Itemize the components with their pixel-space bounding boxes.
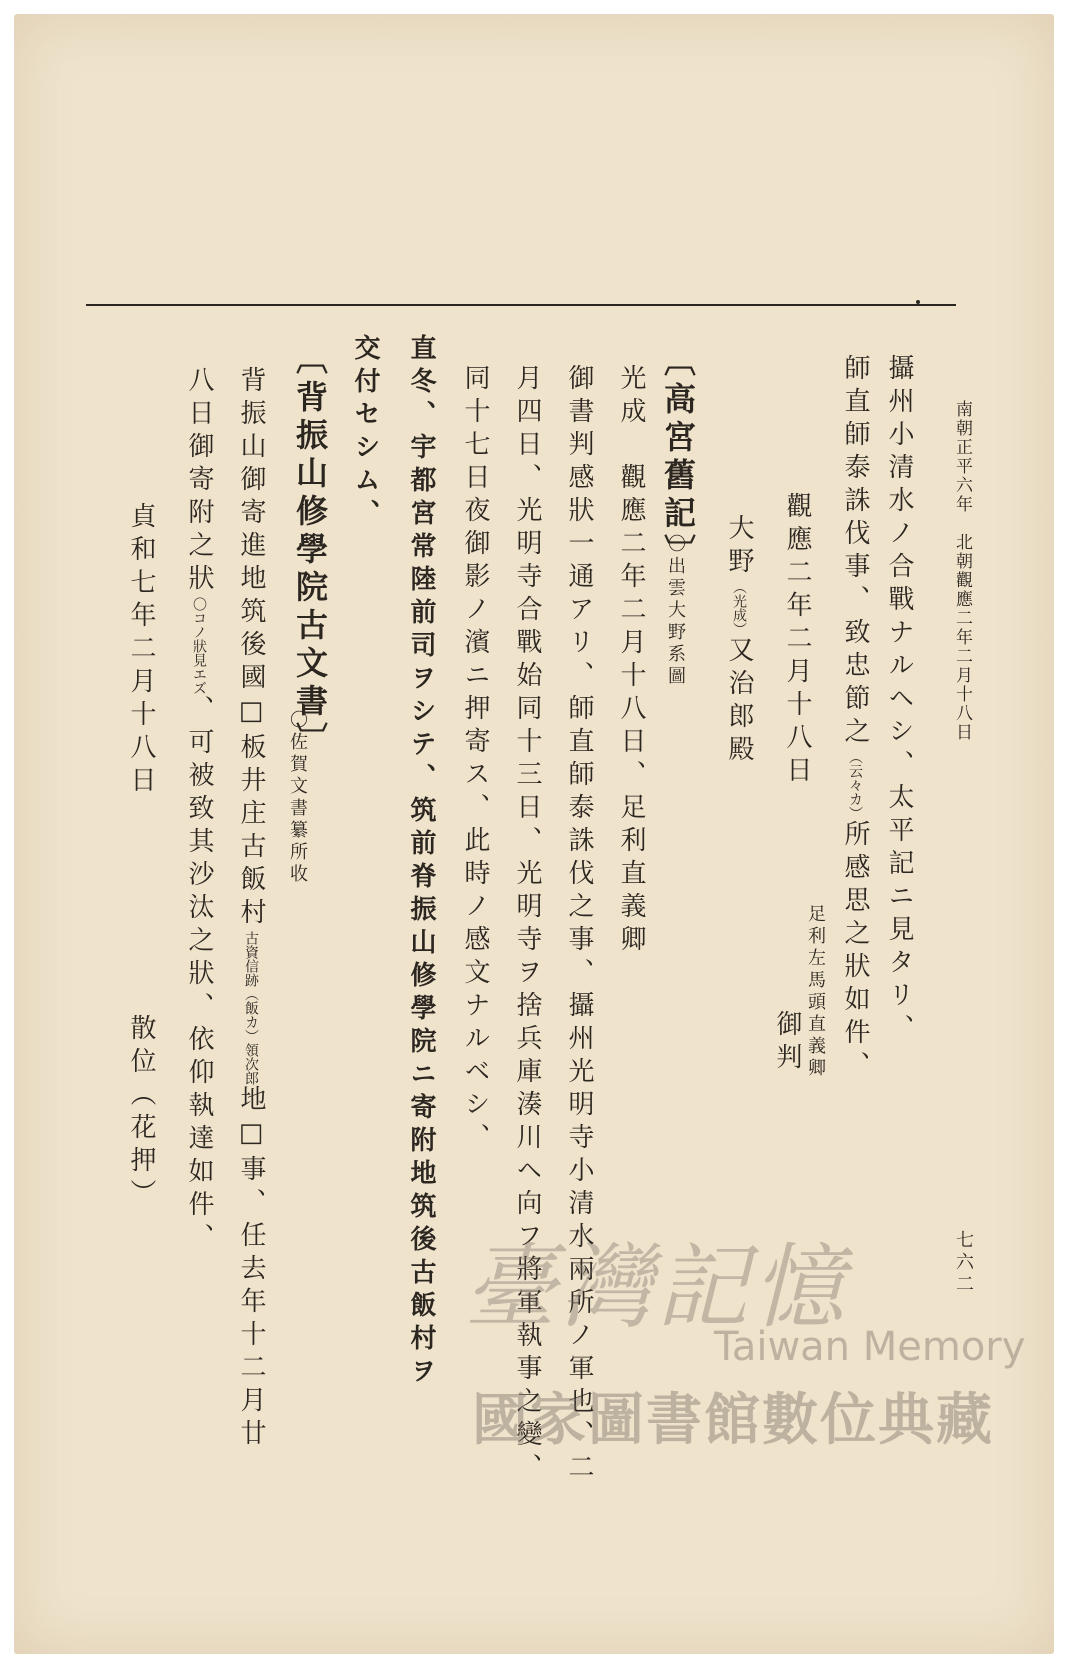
section1-line-2: 御書判感狀一通アリ、師直師泰誅伐之事、攝州光明寺小清水兩所ノ軍也、二 xyxy=(564,364,594,1486)
doc1-addressee-b: 又治郎殿 xyxy=(724,636,754,768)
section2-line-2a: 八日御寄附之狀 xyxy=(184,366,214,597)
section1-line-4: 同十七日夜御影ノ濱ニ押寄ス、此時ノ感文ナルベシ、 xyxy=(460,364,490,1156)
section2-line-1a: 背振山御寄進地筑後國□板井庄古飯村 xyxy=(236,366,266,931)
doc1-line-1: 攝州小清水ノ合戰ナルヘシ、太平記ニ見タリ、 xyxy=(884,354,914,1047)
doc1-line-2a: 師直師泰誅伐事、致忠節之 xyxy=(840,354,870,750)
doc1-line-2-note: （云々カ） xyxy=(847,750,863,820)
doc1-author: 足利左馬頭直義卿 xyxy=(805,904,826,1080)
section2-line-1-note: 古資信跡（飯カ）領次郎 xyxy=(243,931,259,1085)
doc1-line-2b: 所感思之狀如件、 xyxy=(840,820,870,1084)
book-page xyxy=(14,14,1054,1654)
section2-title: 〔背振山修學院古文書〕 xyxy=(291,342,329,760)
doc1-seal: 御判 xyxy=(772,1010,802,1076)
section2-line-2b: 、可被致其沙汰之狀、依仰執達如件、 xyxy=(184,695,214,1256)
section2-date: 貞和七年二月十八日 xyxy=(126,502,156,799)
section1-line-1: 光成 觀應二年二月十八日、足利直義卿 xyxy=(616,364,646,958)
section2-line-1b: 地□事、任去年十二月廿 xyxy=(236,1085,266,1452)
section2-source-note: 〇佐賀文書纂所收 xyxy=(287,710,308,886)
doc1-addressee-note: （光成） xyxy=(731,580,747,636)
doc1-date: 觀應二年二月十八日 xyxy=(782,492,812,789)
watermark-logo: 臺灣記憶 xyxy=(464,1234,849,1341)
section2-line-1 xyxy=(238,366,264,1452)
section1-line-3: 月四日、光明寺合戰始同十三日、光明寺ヲ捨兵庫湊川ヘ向フ將軍執事之變、 xyxy=(512,364,542,1486)
doc1-line-2 xyxy=(842,354,868,1084)
watermark-english: Taiwan Memory xyxy=(714,1324,1026,1370)
doc1-addressee-a: 大野 xyxy=(724,514,754,580)
doc1-addressee xyxy=(726,514,752,768)
running-head: 南朝正平六年 北朝觀應二年二月十八日 xyxy=(952,400,972,742)
watermark-subtitle: 國家圖書館數位典藏 xyxy=(472,1388,994,1453)
section2-line-2 xyxy=(186,366,212,1256)
page-number: 七六二 xyxy=(953,1230,974,1296)
section1-line-5: 直冬、宇都宮常陸前司ヲシテ、筑前脊振山修學院ニ寄附地筑後古飯村ヲ xyxy=(406,334,436,1390)
section1-line-6: 交付セシム、 xyxy=(350,334,380,532)
section2-signature: 散位（花押） xyxy=(126,1014,156,1212)
section1-source-note: 〇出雲大野系圖 xyxy=(665,534,686,688)
header-rule xyxy=(86,304,956,306)
section2-line-2-note: 〇コノ狀見エズ xyxy=(191,597,207,695)
section1-title: 〔高宮舊記〕 xyxy=(659,344,697,572)
header-rule-dot xyxy=(916,300,920,304)
